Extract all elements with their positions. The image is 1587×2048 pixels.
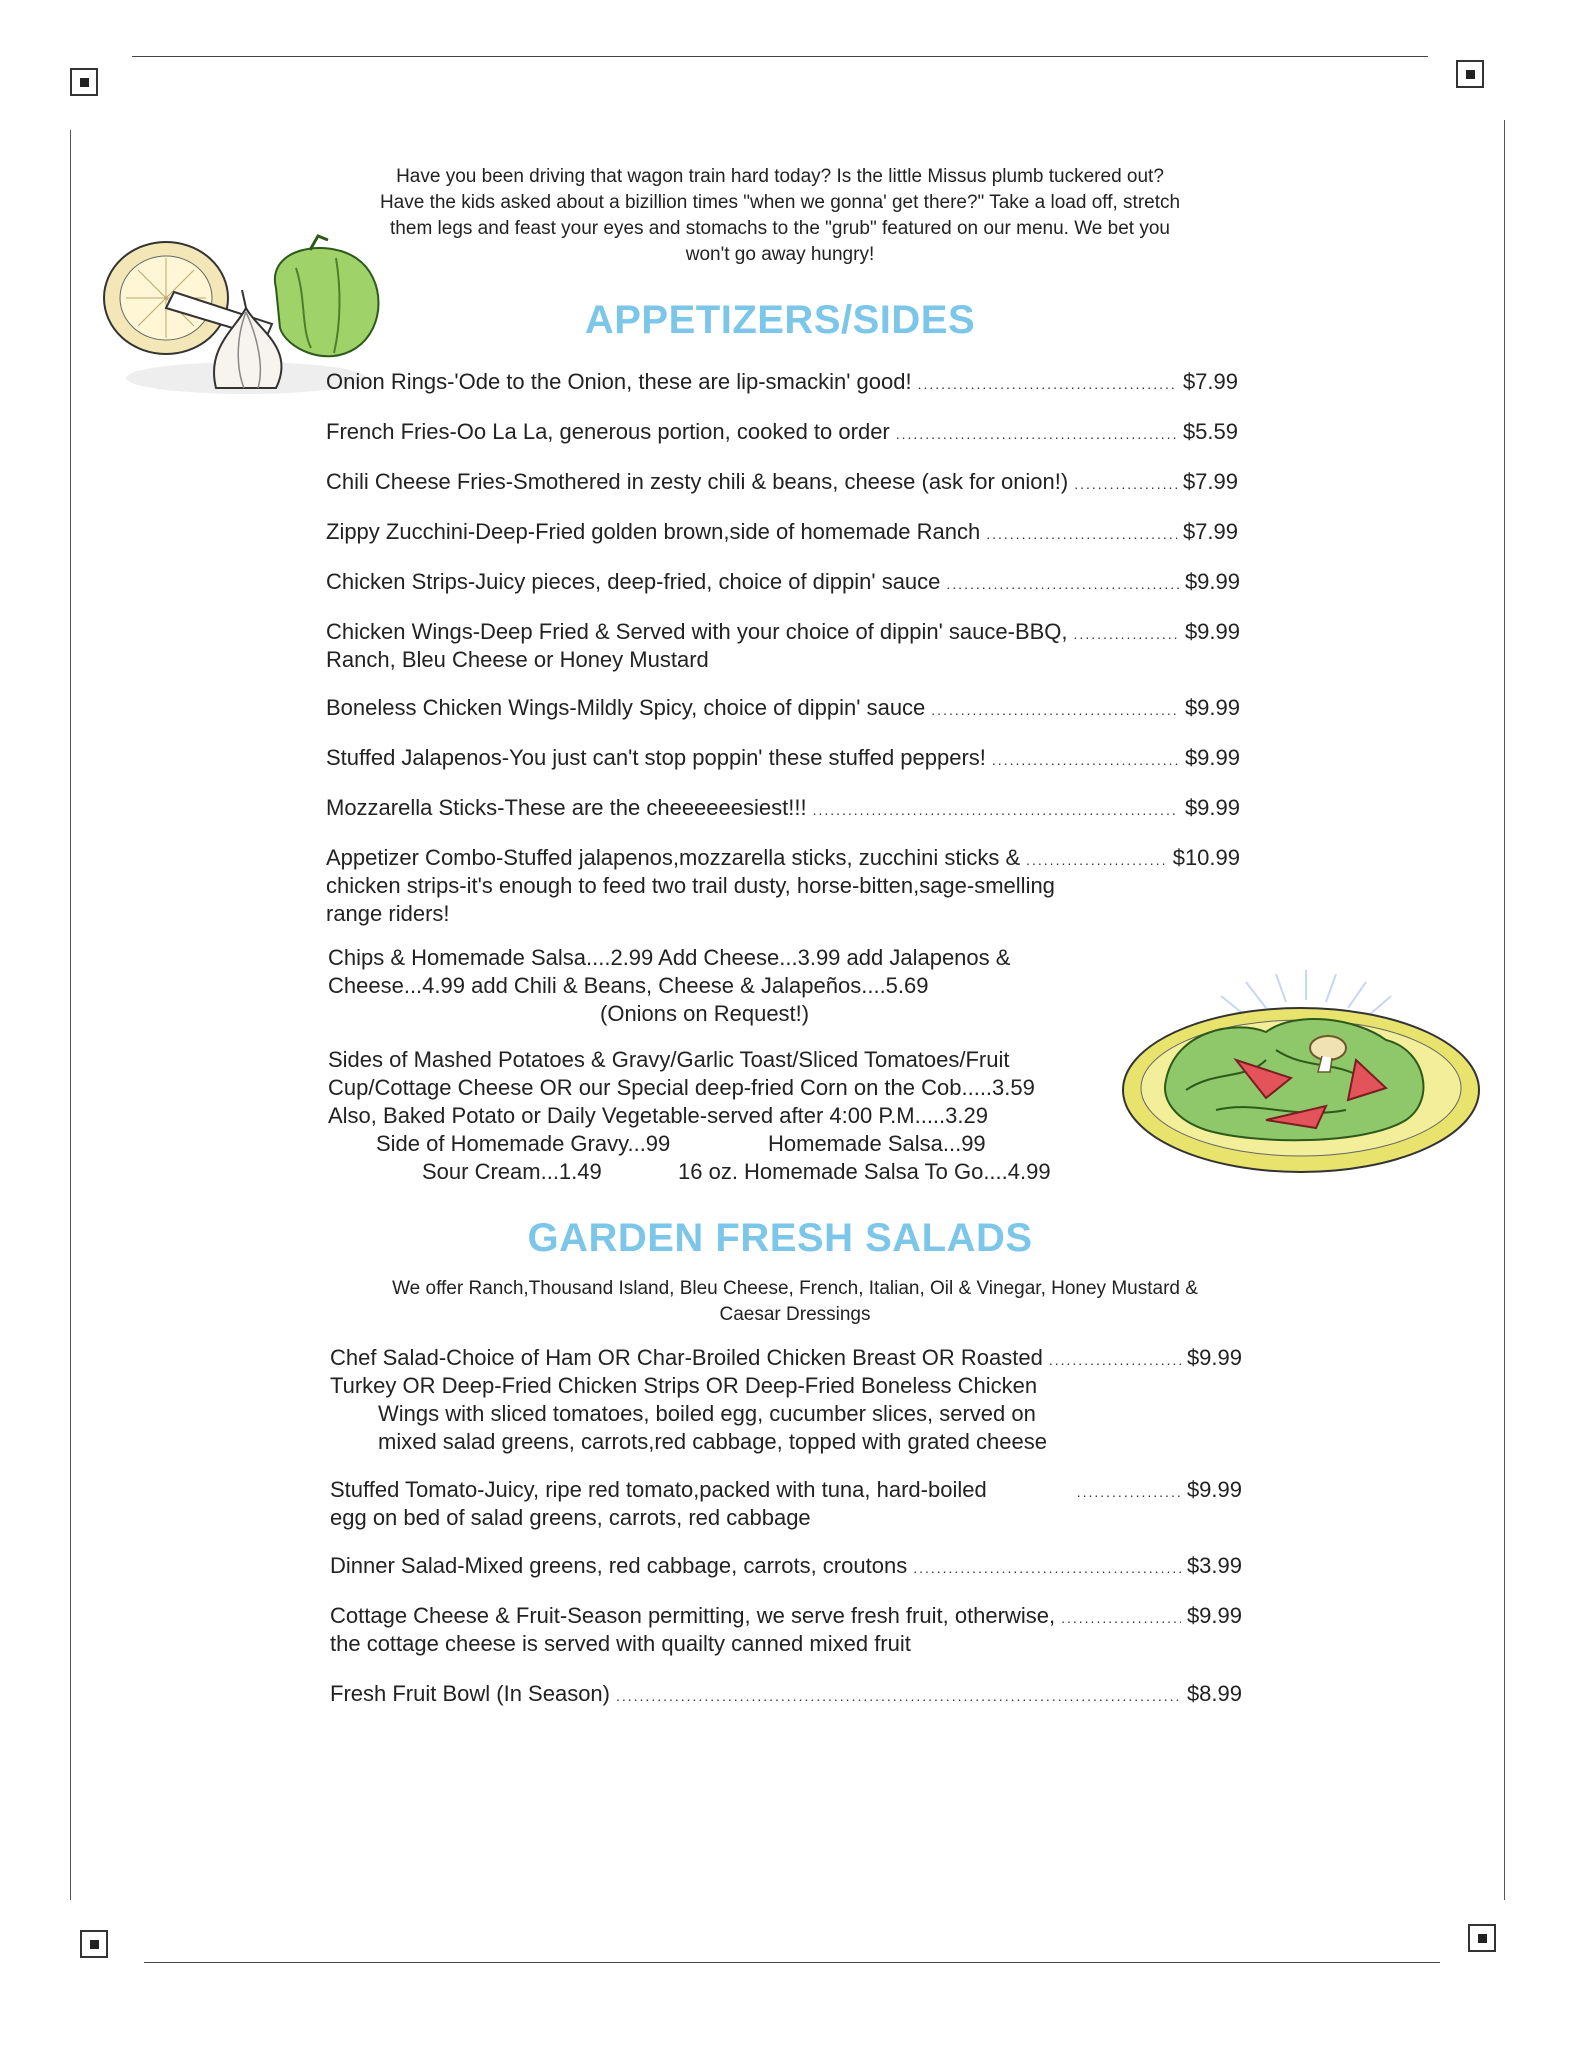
item-price: $9.99: [1184, 619, 1240, 644]
corner-marker-top-left: [70, 68, 98, 96]
item-description-line: the cottage cheese is served with quailty canned mixed fruit: [330, 1631, 911, 1656]
item-description-line: egg on bed of salad greens, carrots, red cabbage: [330, 1505, 811, 1530]
dressings-note: [330, 1276, 1260, 1328]
item-description-line: range riders!: [326, 901, 450, 926]
menu-item-stuffed-tomato: [330, 1476, 1242, 1506]
chips-salsa-line: Cheese...4.99 add Chili & Beans, Cheese & Jalapeños....5.69: [328, 973, 929, 998]
intro-line: Have the kids asked about a bizillion times "when we gonna' get there?" Take a load off, stretch: [379, 192, 1181, 213]
menu-item-chicken-wings: [326, 618, 1240, 648]
item-description-line: Turkey OR Deep-Fried Chicken Strips OR Deep-Fried Boneless Chicken: [330, 1373, 1038, 1398]
item-description-line: chicken strips-it's enough to feed two trail dusty, horse-bitten,sage-smelling: [326, 873, 1055, 898]
corner-marker-bottom-left: [80, 1930, 108, 1958]
onions-on-request: (Onions on Request!): [600, 1001, 810, 1026]
side-gravy: Side of Homemade Gravy...99: [376, 1131, 671, 1156]
item-name: Chef Salad-Choice of Ham OR Char-Broiled Chicken Breast OR Roasted: [330, 1345, 1043, 1370]
menu-item-boneless-wings: [326, 694, 1240, 724]
menu-item-fresh-fruit-bowl: [330, 1680, 1242, 1710]
item-price: $7.99: [1182, 469, 1238, 494]
item-name: Boneless Chicken Wings-Mildly Spicy, choice of dippin' sauce: [326, 695, 926, 720]
chips-salsa-line: Chips & Homemade Salsa....2.99 Add Cheese...3.99 add Jalapenos &: [328, 945, 1011, 970]
menu-item-onion-rings: [326, 368, 1238, 398]
item-price: $3.99: [1186, 1553, 1242, 1578]
top-rule: [132, 56, 1428, 57]
item-name: Dinner Salad-Mixed greens, red cabbage, carrots, croutons: [330, 1553, 908, 1578]
menu-item-mozzarella-sticks: [326, 794, 1240, 824]
item-name: Appetizer Combo-Stuffed jalapenos,mozzarella sticks, zucchini sticks &: [326, 845, 1021, 870]
item-name: Stuffed Tomato-Juicy, ripe red tomato,packed with tuna, hard-boiled: [330, 1477, 987, 1502]
item-description-line: Ranch, Bleu Cheese or Honey Mustard: [326, 647, 709, 672]
item-price: $5.59: [1182, 419, 1238, 444]
menu-item-dinner-salad: [330, 1552, 1242, 1582]
salad-illustration: [1116, 960, 1486, 1190]
item-name: Zippy Zucchini-Deep-Fried golden brown,side of homemade Ranch: [326, 519, 981, 544]
item-description-line: Wings with sliced tomatoes, boiled egg, cucumber slices, served on: [378, 1401, 1036, 1426]
sides-line: Sides of Mashed Potatoes & Gravy/Garlic Toast/Sliced Tomatoes/Fruit: [328, 1047, 1010, 1072]
item-price: $7.99: [1182, 519, 1238, 544]
menu-item-chef-salad: [330, 1344, 1242, 1374]
corner-marker-top-right: [1456, 60, 1484, 88]
salads-heading: GARDEN FRESH SALADS: [527, 1216, 1033, 1260]
right-rule: [1504, 120, 1505, 1900]
dressings-line: We offer Ranch,Thousand Island, Bleu Cheese, French, Italian, Oil & Vinegar, Honey Mustard &: [392, 1278, 1198, 1299]
item-price: $9.99: [1186, 1477, 1242, 1502]
item-price: $9.99: [1184, 745, 1240, 770]
side-salsa-to-go: 16 oz. Homemade Salsa To Go....4.99: [678, 1159, 1051, 1184]
item-description-line: mixed salad greens, carrots,red cabbage, topped with grated cheese: [378, 1429, 1047, 1454]
intro-line: won't go away hungry!: [685, 244, 875, 265]
intro-line: them legs and feast your eyes and stomachs to the "grub" featured on our menu. We bet you: [390, 218, 1170, 239]
item-price: $9.99: [1186, 1603, 1242, 1628]
menu-item-appetizer-combo: [326, 844, 1240, 874]
side-salsa: Homemade Salsa...99: [768, 1131, 986, 1156]
corner-marker-bottom-right: [1468, 1924, 1496, 1952]
item-name: French Fries-Oo La La, generous portion, cooked to order: [326, 419, 890, 444]
menu-item-chili-cheese-fries: [326, 468, 1238, 498]
intro-line: Have you been driving that wagon train hard today? Is the little Missus plumb tuckered out?: [396, 166, 1164, 187]
item-price: $9.99: [1186, 1345, 1242, 1370]
menu-item-french-fries: [326, 418, 1238, 448]
menu-item-stuffed-jalapenos: [326, 744, 1240, 774]
item-name: Fresh Fruit Bowl (In Season): [330, 1681, 610, 1706]
item-name: Chicken Wings-Deep Fried & Served with your choice of dippin' sauce-BBQ,: [326, 619, 1068, 644]
sides-line: Also, Baked Potato or Daily Vegetable-served after 4:00 P.M.....3.29: [328, 1103, 988, 1128]
side-sour-cream: Sour Cream...1.49: [422, 1159, 602, 1184]
bottom-rule: [144, 1962, 1440, 1963]
item-name: Stuffed Jalapenos-You just can't stop poppin' these stuffed peppers!: [326, 745, 986, 770]
item-name: Chicken Strips-Juicy pieces, deep-fried, choice of dippin' sauce: [326, 569, 941, 594]
item-price: $9.99: [1184, 795, 1240, 820]
sides-line: Cup/Cottage Cheese OR our Special deep-fried Corn on the Cob.....3.59: [328, 1075, 1035, 1100]
item-price: $10.99: [1172, 845, 1240, 870]
left-rule: [70, 130, 71, 1900]
appetizers-heading: APPETIZERS/SIDES: [584, 298, 976, 342]
item-price: $8.99: [1186, 1681, 1242, 1706]
item-name: Chili Cheese Fries-Smothered in zesty chili & beans, cheese (ask for onion!): [326, 469, 1069, 494]
item-price: $7.99: [1182, 369, 1238, 394]
dressings-line: Caesar Dressings: [719, 1304, 871, 1325]
item-name: Cottage Cheese & Fruit-Season permitting, we serve fresh fruit, otherwise,: [330, 1603, 1056, 1628]
item-name: Onion Rings-'Ode to the Onion, these are lip-smackin' good!: [326, 369, 912, 394]
intro-paragraph: [300, 164, 1260, 268]
menu-item-chicken-strips: [326, 568, 1240, 598]
item-price: $9.99: [1184, 695, 1240, 720]
menu-item-cottage-cheese-fruit: [330, 1602, 1242, 1632]
item-name: Mozzarella Sticks-These are the cheeeeeesiest!!!: [326, 795, 807, 820]
menu-item-zippy-zucchini: [326, 518, 1238, 548]
item-price: $9.99: [1184, 569, 1240, 594]
